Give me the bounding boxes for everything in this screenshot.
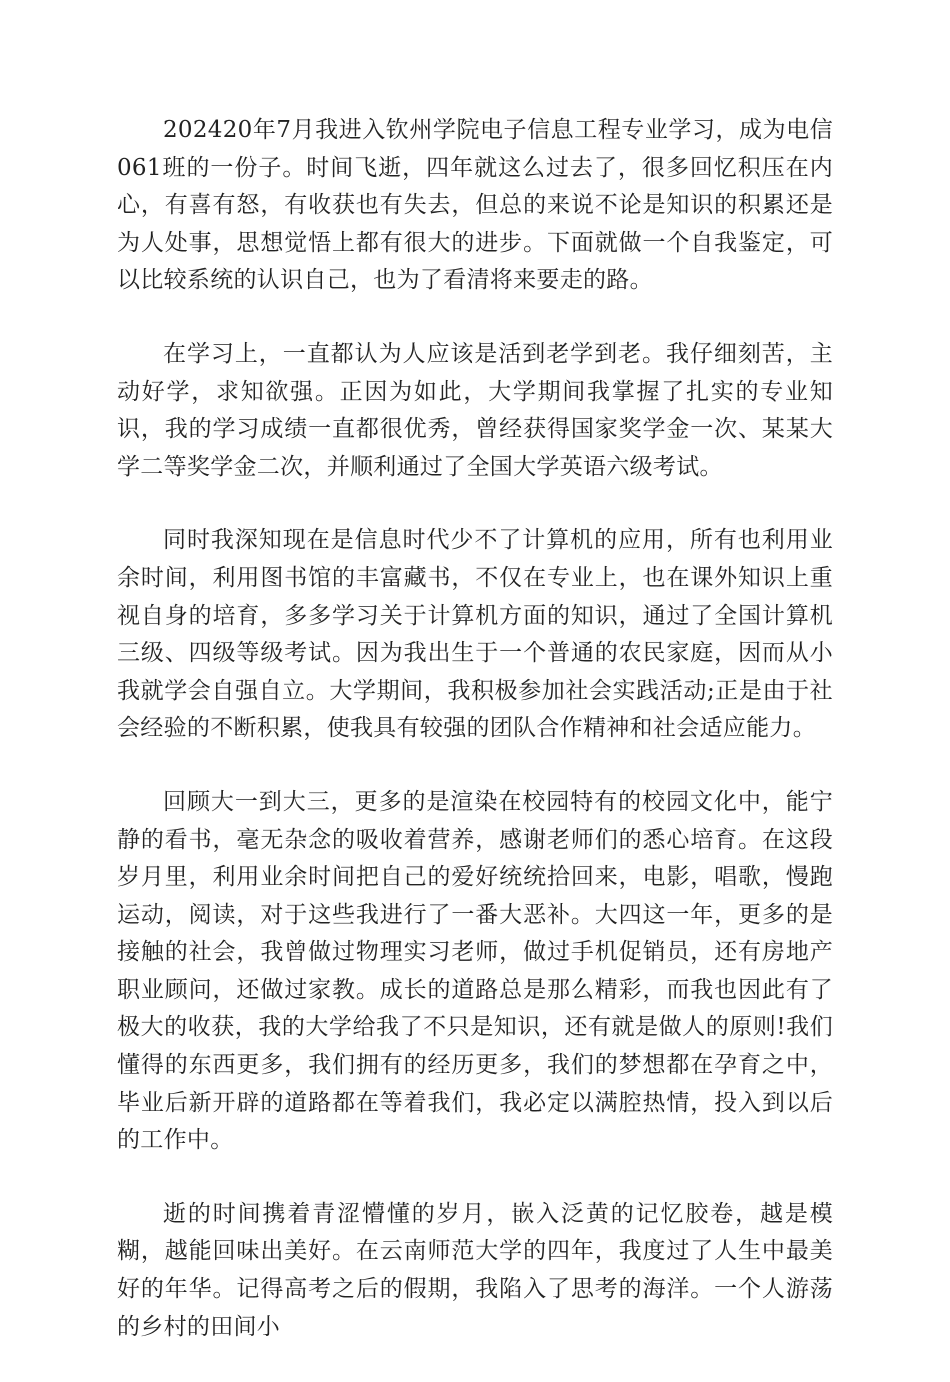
paragraph-review: 回顾大一到大三，更多的是渲染在校园特有的校园文化中，能宁静的看书，毫无杂念的吸收着营养，感谢老师们的悉心培育。在这段岁月里，利用业余时间把自己的爱好统统拾回来，电影，唱歌，慢跑运动，阅读，对于这些我进行了一番大恶补。大四这一年，更多的是接触的社会，我曾做过物理实习老师，做过手机促销员，还有房地产职业顾问，还做过家教。成长的道路总是那么精彩，而我也因此有了极大的收获，我的大学给我了不只是知识，还有就是做人的原则!我们懂得的东西更多，我们拥有的经历更多，我们的梦想都在孕育之中，毕业后新开辟的道路都在等着我们，我必定以满腔热情，投入到以后的工作中。	[117, 788, 833, 1154]
document-body	[117, 112, 833, 1382]
paragraph-intro: 202420年7月我进入钦州学院电子信息工程专业学习，成为电信061班的一份子。时间飞逝，四年就这么过去了，很多回忆积压在内心，有喜有怒，有收获也有失去，但总的来说不论是知识的积累还是为人处事，思想觉悟上都有很大的进步。下面就做一个自我鉴定，可以比较系统的认识自己，也为了看清将来要走的路。	[117, 117, 833, 294]
paragraph-computer-skills: 同时我深知现在是信息时代少不了计算机的应用，所有也利用业余时间，利用图书馆的丰富藏书，不仅在专业上，也在课外知识上重视自身的培育，多多学习关于计算机方面的知识，通过了全国计算机三级、四级等级考试。因为我出生于一个普通的农民家庭，因而从小我就学会自强自立。大学期间，我积极参加社会实践活动;正是由于社会经验的不断积累，使我具有较强的团队合作精神和社会适应能力。	[117, 527, 833, 742]
paragraph-memories: 逝的时间携着青涩懵懂的岁月，嵌入泛黄的记忆胶卷，越是模糊，越能回味出美好。在云南师范大学的四年，我度过了人生中最美好的年华。记得高考之后的假期，我陷入了思考的海洋。一个人游荡的乡村的田间小	[117, 1200, 833, 1340]
paragraph-study: 在学习上，一直都认为人应该是活到老学到老。我仔细刻苦，主动好学，求知欲强。正因为如此，大学期间我掌握了扎实的专业知识，我的学习成绩一直都很优秀，曾经获得国家奖学金一次、某某大学二等奖学金二次，并顺利通过了全国大学英语六级考试。	[117, 340, 833, 480]
